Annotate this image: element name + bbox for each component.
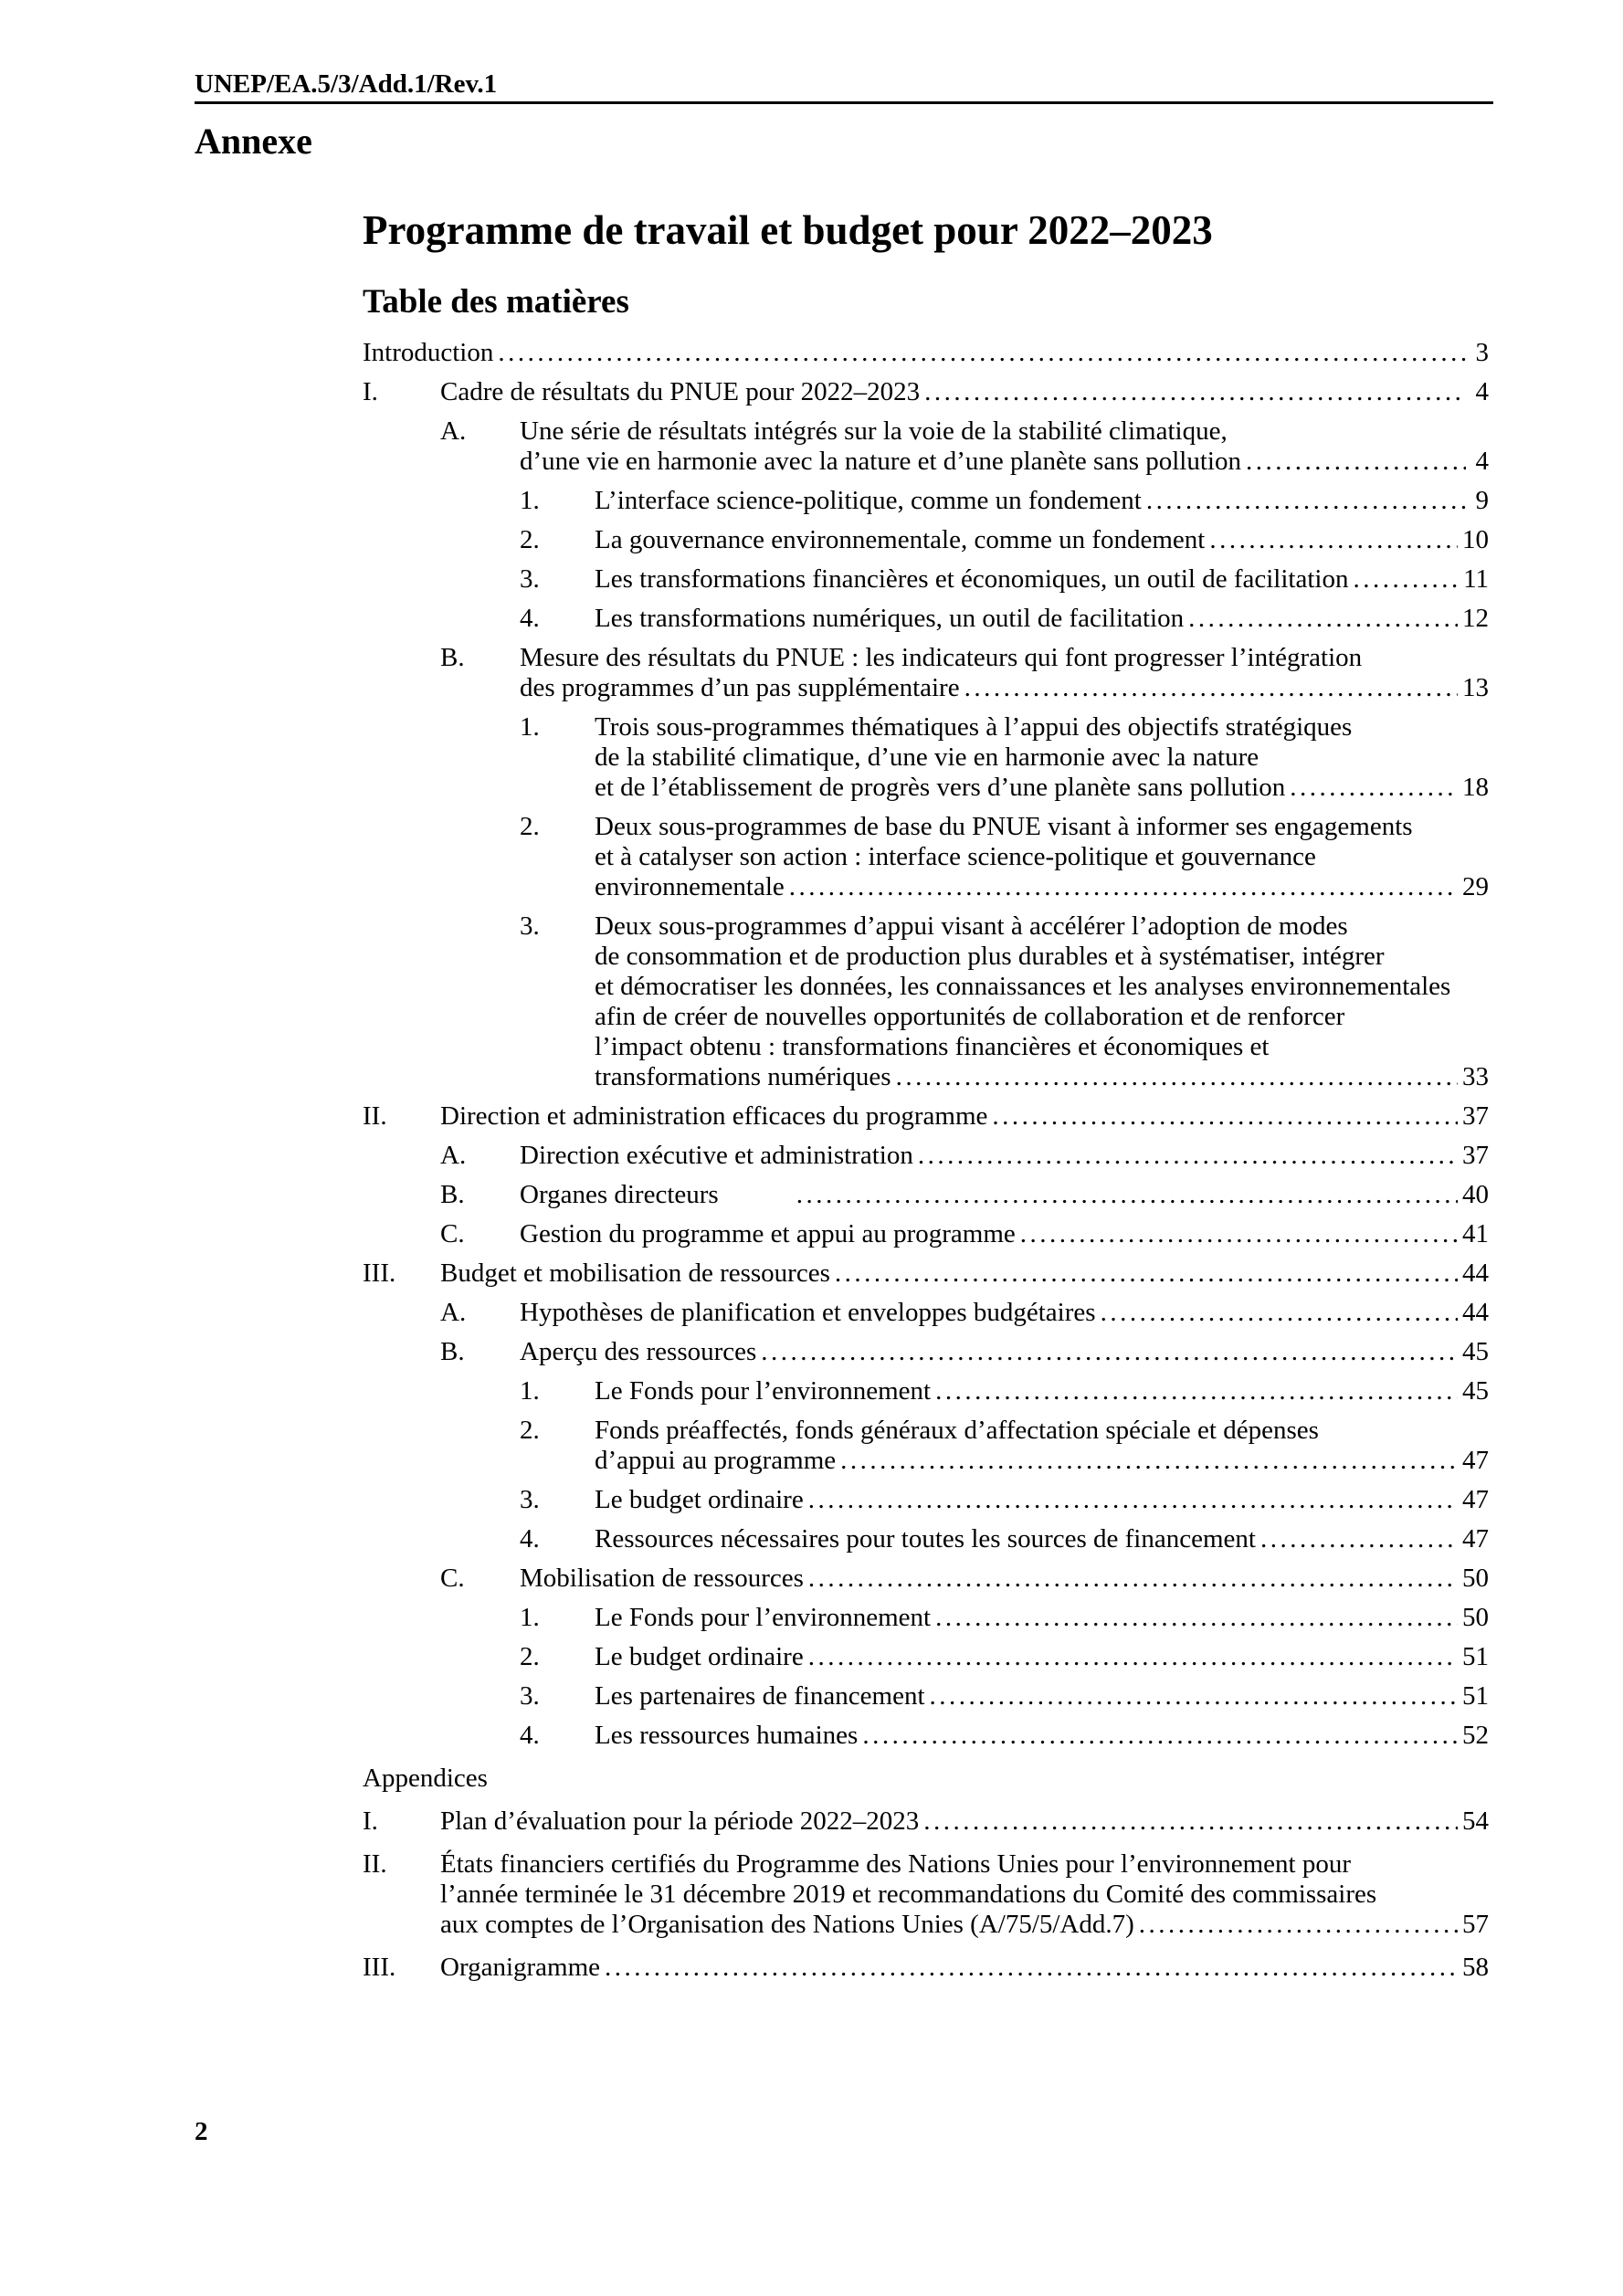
toc-entry (363, 486, 1489, 516)
toc-entry-text: environnementale (595, 872, 785, 901)
toc-entry-label: 2. (520, 525, 540, 554)
toc-page-number: 45 (1462, 1376, 1489, 1406)
toc-page-number: 52 (1462, 1721, 1489, 1750)
toc-entry-line (520, 416, 1489, 447)
toc-entry-body (595, 604, 1489, 634)
toc-entry-text: et de l’établissement de progrès vers d’une planète sans pollution (595, 773, 1286, 802)
toc-entry-line (440, 1806, 1489, 1837)
toc-entry-body (440, 1953, 1489, 1983)
toc-entry-text: Deux sous-programmes d’appui visant à accélérer l’adoption de modes (595, 911, 1348, 941)
dot-leader (862, 1721, 1458, 1751)
toc-entry (363, 1642, 1489, 1672)
toc-entry (363, 1376, 1489, 1406)
toc-entry-label: C. (440, 1564, 465, 1593)
toc-entry-body (440, 1849, 1489, 1940)
dot-leader (835, 1259, 1458, 1289)
toc-entry-body (595, 1416, 1489, 1476)
toc-entry (363, 1337, 1489, 1367)
toc-entry-line (595, 1446, 1489, 1476)
toc-entry (363, 604, 1489, 634)
toc-entry-line (520, 1337, 1489, 1367)
toc-entry-body (363, 1764, 1489, 1794)
toc-entry (363, 338, 1489, 368)
toc-page-number: 50 (1462, 1564, 1489, 1593)
toc-entry (363, 1101, 1489, 1132)
toc-page-number: 57 (1462, 1910, 1489, 1939)
toc-page-number: 18 (1462, 773, 1489, 802)
toc-entry (363, 1806, 1489, 1837)
dot-leader (1353, 564, 1459, 595)
toc-entry-label: I. (363, 377, 378, 406)
toc-entry (363, 1603, 1489, 1633)
toc-entry-label: 2. (520, 1416, 540, 1445)
toc-entry-label: III. (363, 1953, 396, 1982)
toc-entry-line (363, 338, 1489, 368)
toc-entry-text: Gestion du programme et appui au programme (520, 1219, 1016, 1248)
toc-entry-label: 4. (520, 1524, 540, 1553)
toc-page-number: 51 (1462, 1681, 1489, 1711)
toc-entry-label: 1. (520, 1376, 540, 1406)
toc-entry-body (520, 1337, 1489, 1367)
toc-entry-line (440, 1953, 1489, 1983)
toc-entry-line (595, 972, 1489, 1002)
toc-entry (363, 1564, 1489, 1594)
toc-entry-label: A. (440, 416, 467, 446)
toc-entry-line (520, 447, 1489, 477)
toc-page-number: 12 (1462, 604, 1489, 633)
toc-entry-text: États financiers certifiés du Programme des Nations Unies pour l’environnement pour (440, 1849, 1352, 1879)
toc-entry-line (595, 1485, 1489, 1515)
toc-entry (363, 1849, 1489, 1940)
toc-entry-text: d’appui au programme (595, 1446, 837, 1475)
dot-leader (896, 1062, 1458, 1092)
toc-entry-text: de la stabilité climatique, d’une vie en harmonie avec la nature (595, 743, 1259, 772)
toc-entry-text: d’une vie en harmonie avec la nature et d’une planète sans pollution (520, 447, 1241, 476)
toc-entry-text: afin de créer de nouvelles opportunités de collaboration et de renforcer (595, 1002, 1345, 1031)
toc-entry-line (440, 1880, 1489, 1910)
toc-entry (363, 1721, 1489, 1751)
toc-entry-body (595, 1642, 1489, 1672)
toc-page-number: 10 (1462, 525, 1489, 554)
toc-entry-text: Organes directeurs (520, 1180, 719, 1209)
toc-entry-line (595, 1681, 1489, 1711)
header-rule (195, 101, 1493, 104)
toc-entry-label: 3. (520, 1681, 540, 1711)
dot-leader (1290, 773, 1458, 803)
dot-leader (789, 872, 1458, 902)
toc-page-number: 47 (1462, 1524, 1489, 1553)
toc-entry-text: Deux sous-programmes de base du PNUE visant à informer ses engagements (595, 812, 1413, 841)
toc-entry-text: Les ressources humaines (595, 1721, 859, 1750)
toc-entry-body (595, 1524, 1489, 1554)
dot-leader (1188, 604, 1458, 634)
dot-leader (498, 338, 1466, 368)
toc-entry-body (595, 1376, 1489, 1406)
toc-entry-text: et démocratiser les données, les connaissances et les analyses environnementales (595, 972, 1451, 1001)
toc-entry-text: Une série de résultats intégrés sur la voie de la stabilité climatique, (520, 416, 1228, 446)
toc-entry-label: C. (440, 1219, 465, 1248)
dot-leader (1020, 1219, 1458, 1249)
document-title: Programme de travail et budget pour 2022–2023 (363, 207, 1213, 253)
toc-entry (363, 1180, 1489, 1210)
toc-entry-label: A. (440, 1141, 467, 1170)
toc-entry (363, 1141, 1489, 1171)
toc-entry-body (520, 1298, 1489, 1328)
toc-entry-label: 1. (520, 1603, 540, 1632)
toc-entry-line (595, 1032, 1489, 1062)
toc-entry-body (440, 377, 1489, 407)
toc-entry-line (595, 525, 1489, 555)
toc-page-number: 50 (1462, 1603, 1489, 1632)
toc-entry-line (440, 1849, 1489, 1880)
toc-entry-label: B. (440, 1180, 465, 1209)
toc-page-number: 37 (1462, 1141, 1489, 1170)
toc-entry-line (595, 1002, 1489, 1032)
toc-entry-label: 4. (520, 604, 540, 633)
toc-entry (363, 1298, 1489, 1328)
toc-entry-line (595, 1642, 1489, 1672)
toc-entry-body (595, 486, 1489, 516)
toc-entry (363, 1764, 1489, 1794)
doc-symbol: UNEP/EA.5/3/Add.1/Rev.1 (195, 69, 498, 99)
dot-leader (808, 1485, 1458, 1515)
toc-entry-text: L’interface science-politique, comme un fondement (595, 486, 1142, 515)
toc-entry-line (520, 1219, 1489, 1249)
toc-entry-text: Le Fonds pour l’environnement (595, 1376, 932, 1406)
toc-page-number: 13 (1462, 673, 1489, 702)
dot-leader (808, 1642, 1458, 1672)
dot-leader (605, 1953, 1458, 1983)
toc-entry-text: Hypothèses de planification et enveloppes budgétaires (520, 1298, 1096, 1327)
dot-leader (935, 1376, 1458, 1406)
dot-leader (935, 1603, 1458, 1633)
toc-entry-line (520, 643, 1489, 673)
toc-entry-body (595, 1485, 1489, 1515)
toc-entry-line (595, 1062, 1489, 1092)
toc-entry-text: l’année terminée le 31 décembre 2019 et recommandations du Comité des commissaires (440, 1880, 1377, 1909)
toc-entry-body (595, 1603, 1489, 1633)
toc-entry (363, 911, 1489, 1092)
toc-entry-line (520, 1564, 1489, 1594)
toc-entry-text: transformations numériques (595, 1062, 891, 1091)
toc-entry-label: III. (363, 1259, 396, 1288)
toc-entry (363, 377, 1489, 407)
toc-entry-text: l’impact obtenu : transformations financières et économiques et (595, 1032, 1270, 1061)
dot-leader (1101, 1298, 1458, 1328)
toc-entry-text: Le budget ordinaire (595, 1642, 804, 1671)
toc-entry-label: II. (363, 1849, 387, 1879)
toc-entry (363, 1485, 1489, 1515)
toc-entry-line (595, 842, 1489, 872)
dot-leader (1209, 525, 1458, 555)
toc-entry-body (363, 338, 1489, 368)
toc-entry-text: Introduction (363, 338, 494, 367)
dot-leader (924, 377, 1466, 407)
toc-entry-label: 4. (520, 1721, 540, 1750)
toc-entry-label: I. (363, 1806, 378, 1836)
dot-leader (964, 673, 1458, 703)
toc-entry-line (440, 1259, 1489, 1289)
toc-entry-body (440, 1259, 1489, 1289)
toc-entry-label: A. (440, 1298, 467, 1327)
toc-entry-label: 2. (520, 1642, 540, 1671)
toc-entry-text: Appendices (363, 1764, 488, 1793)
toc-entry (363, 1524, 1489, 1554)
toc-entry-text: Plan d’évaluation pour la période 2022–2023 (440, 1806, 920, 1836)
toc-entry-text: Les partenaires de financement (595, 1681, 925, 1711)
toc-entry-label: 3. (520, 564, 540, 594)
dot-leader (761, 1337, 1458, 1367)
toc-entry-text: Le budget ordinaire (595, 1485, 804, 1514)
toc-entry-line (595, 1376, 1489, 1406)
toc-page-number: 4 (1475, 447, 1489, 476)
toc-entry-label: 1. (520, 712, 540, 742)
toc-entry-text: de consommation et de production plus durables et à systématiser, intégrer (595, 942, 1385, 971)
toc-page-number: 58 (1462, 1953, 1489, 1982)
toc-entry-text: Direction exécutive et administration (520, 1141, 913, 1170)
toc-entry (363, 1953, 1489, 1983)
toc-entry-label: 1. (520, 486, 540, 515)
toc-entry (363, 1416, 1489, 1476)
toc-entry-line (595, 486, 1489, 516)
toc-entry-line (595, 1721, 1489, 1751)
toc-page-number: 3 (1475, 338, 1489, 367)
toc-entry-line (595, 911, 1489, 942)
toc-page-number: 11 (1463, 564, 1489, 594)
dot-leader (992, 1101, 1458, 1132)
toc-heading: Table des matières (363, 283, 629, 321)
toc-entry-body (595, 1721, 1489, 1751)
toc-entry-body (595, 911, 1489, 1092)
toc-entry (363, 643, 1489, 703)
toc-entry-text: Le Fonds pour l’environnement (595, 1603, 932, 1632)
toc-page-number: 47 (1462, 1485, 1489, 1514)
dot-leader (1139, 1910, 1458, 1940)
toc-page-number: 40 (1462, 1180, 1489, 1209)
toc-entry-line (595, 773, 1489, 803)
toc-entry (363, 1259, 1489, 1289)
toc-entry (363, 525, 1489, 555)
annex-heading: Annexe (195, 121, 312, 162)
toc-page-number: 29 (1462, 872, 1489, 901)
toc-entry-line (595, 872, 1489, 902)
toc-entry-text: La gouvernance environnementale, comme un fondement (595, 525, 1206, 554)
toc-entry-text: Les transformations financières et économiques, un outil de facilitation (595, 564, 1349, 594)
toc-entry-label: B. (440, 643, 465, 672)
toc-entry-line (520, 1298, 1489, 1328)
toc-entry-text: aux comptes de l’Organisation des Nations Unies (A/75/5/Add.7) (440, 1910, 1134, 1939)
toc-page-number: 45 (1462, 1337, 1489, 1366)
toc-entry-body (595, 1681, 1489, 1711)
toc-entry-body (520, 1219, 1489, 1249)
toc-entry-body (520, 643, 1489, 703)
toc-entry-line (595, 1524, 1489, 1554)
toc-entry-line (440, 1101, 1489, 1132)
toc-entry-text: Budget et mobilisation de ressources (440, 1259, 830, 1288)
toc-entry-body (595, 812, 1489, 902)
toc-entry-line (595, 942, 1489, 972)
toc-page-number: 54 (1462, 1806, 1489, 1836)
toc-entry-line (520, 1180, 1489, 1210)
toc-entry-text: Organigramme (440, 1953, 601, 1982)
toc-entry-label: B. (440, 1337, 465, 1366)
toc-entry (363, 1219, 1489, 1249)
toc-entry-label: 3. (520, 1485, 540, 1514)
toc-entry-text: et à catalyser son action : interface science-politique et gouvernance (595, 842, 1316, 871)
table-of-contents (363, 338, 1489, 1992)
toc-entry-text: Les transformations numériques, un outil de facilitation (595, 604, 1185, 633)
toc-entry-line (595, 1603, 1489, 1633)
toc-page-number: 41 (1462, 1219, 1489, 1248)
toc-entry-line (520, 1141, 1489, 1171)
toc-entry-body (520, 1564, 1489, 1594)
toc-entry-text: Mesure des résultats du PNUE : les indicateurs qui font progresser l’intégration (520, 643, 1363, 672)
toc-page-number: 4 (1475, 377, 1489, 406)
toc-entry-text: Cadre de résultats du PNUE pour 2022–2023 (440, 377, 921, 406)
dot-leader (796, 1180, 1458, 1210)
toc-entry-label: 3. (520, 911, 540, 941)
toc-entry-body (440, 1806, 1489, 1837)
toc-entry-line (595, 743, 1489, 773)
toc-entry (363, 416, 1489, 477)
toc-entry-line (595, 1416, 1489, 1446)
toc-entry-text: Ressources nécessaires pour toutes les sources de financement (595, 1524, 1256, 1553)
toc-page-number: 33 (1462, 1062, 1489, 1091)
toc-entry-body (595, 712, 1489, 803)
toc-entry-line (363, 1764, 1489, 1794)
toc-entry (363, 712, 1489, 803)
toc-entry-line (440, 1910, 1489, 1940)
toc-entry-label: II. (363, 1101, 387, 1131)
toc-entry-body (520, 1180, 1489, 1210)
toc-page-number: 47 (1462, 1446, 1489, 1475)
toc-entry-line (595, 604, 1489, 634)
toc-page-number: 44 (1462, 1298, 1489, 1327)
dot-leader (930, 1681, 1458, 1711)
toc-entry-body (520, 1141, 1489, 1171)
dot-leader (1260, 1524, 1458, 1554)
toc-entry-body (595, 564, 1489, 595)
dot-leader (918, 1141, 1458, 1171)
toc-entry (363, 812, 1489, 902)
footer-page-number: 2 (195, 2117, 208, 2146)
toc-page-number: 51 (1462, 1642, 1489, 1671)
toc-entry-line (595, 812, 1489, 842)
dot-leader (808, 1564, 1458, 1594)
toc-entry-body (440, 1101, 1489, 1132)
toc-entry-body (595, 525, 1489, 555)
toc-entry (363, 1681, 1489, 1711)
toc-page-number: 44 (1462, 1259, 1489, 1288)
toc-page-number: 9 (1475, 486, 1489, 515)
toc-entry-text: Fonds préaffectés, fonds généraux d’affectation spéciale et dépenses (595, 1416, 1319, 1445)
toc-page-number: 37 (1462, 1101, 1489, 1131)
toc-entry-label: 2. (520, 812, 540, 841)
toc-entry-text: Aperçu des ressources (520, 1337, 757, 1366)
toc-entry-line (520, 673, 1489, 703)
toc-entry-line (440, 377, 1489, 407)
toc-entry-text: Trois sous-programmes thématiques à l’appui des objectifs stratégiques (595, 712, 1353, 742)
dot-leader (840, 1446, 1458, 1476)
toc-entry-text: Mobilisation de ressources (520, 1564, 804, 1593)
toc-entry-line (595, 712, 1489, 743)
toc-entry-text: Direction et administration efficaces du programme (440, 1101, 988, 1131)
toc-entry-text: des programmes d’un pas supplémentaire (520, 673, 960, 702)
dot-leader (1246, 447, 1466, 477)
toc-entry-body (520, 416, 1489, 477)
toc-entry-line (595, 564, 1489, 595)
toc-entry (363, 564, 1489, 595)
dot-leader (1146, 486, 1466, 516)
dot-leader (923, 1806, 1458, 1837)
